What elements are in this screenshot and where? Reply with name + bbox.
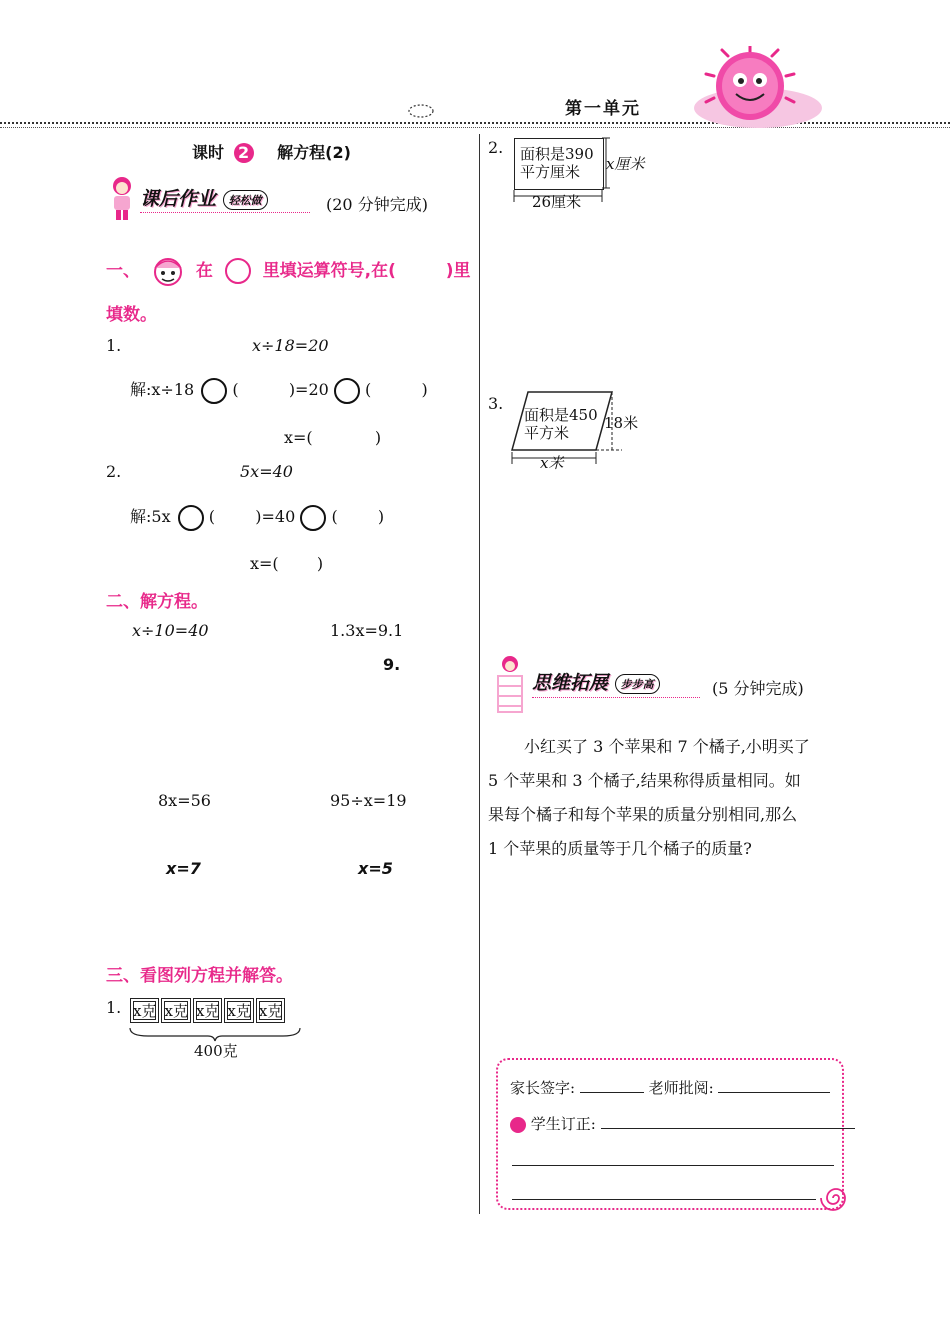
s3-q1-number: 1. [106, 998, 122, 1017]
header-swirl-icon [405, 100, 437, 122]
q2-result-label: x=( [250, 554, 279, 573]
thinking-title: 思维拓展 [532, 672, 609, 694]
s3-q3-number: 3. [488, 394, 504, 413]
s3-q2-bottom-label: 26厘米 [532, 193, 582, 211]
s3-q2-area-line2: 平方厘米 [520, 163, 581, 181]
s3-q2-number: 2. [488, 138, 504, 157]
q2-number: 2. [106, 462, 122, 481]
s2-eq4: 95÷x=19 [330, 791, 407, 810]
s3-q3-bottom-label: x米 [540, 454, 564, 472]
teacher-review-label: 老师批阅: [648, 1079, 714, 1097]
sun-mascot-icon [690, 46, 825, 136]
q2-operator-circle-1[interactable] [178, 505, 204, 531]
section1-heading [106, 254, 471, 288]
q1-mid: )=20 [288, 380, 329, 399]
operator-circle-sample [225, 258, 251, 284]
correction-line[interactable] [512, 1165, 834, 1166]
thinking-banner [532, 668, 660, 695]
boy-mascot-icon [104, 174, 142, 222]
section1-heading-b: 在 [195, 261, 213, 281]
q2-solve-label: 解:5x [130, 507, 171, 526]
s3-q3-area-label [524, 406, 598, 442]
section2-heading: 二、解方程。 [106, 592, 208, 612]
cartoon-face-icon [148, 254, 188, 288]
weight-box: x克 [193, 998, 222, 1023]
q2-paren-open2: ( [331, 507, 338, 526]
homework-banner-underline [140, 212, 310, 213]
q2-operator-circle-2[interactable] [300, 505, 326, 531]
q1-equation: x÷18=20 [252, 336, 329, 355]
s3-q1-total: 400克 [194, 1042, 238, 1060]
thinking-banner-underline [532, 697, 700, 698]
weight-box: x克 [130, 998, 159, 1023]
student-correction-field[interactable] [601, 1128, 855, 1129]
lesson-name: 解方程(2) [277, 143, 351, 162]
spiral-decoration-icon [818, 1180, 854, 1216]
q1-number: 1. [106, 336, 122, 355]
weight-box: x克 [161, 998, 190, 1023]
thinking-line: 果每个橘子和每个苹果的质量分别相同,那么 [488, 805, 798, 824]
s3-q3-height-label: 18米 [604, 414, 639, 432]
thinking-time: (5 分钟完成) [712, 679, 804, 698]
s2-eq2: 1.3x=9.1 [330, 621, 404, 640]
lesson-number-badge: 2 [234, 143, 254, 163]
q1-result [284, 428, 381, 447]
q1-solve-label: 解:x÷18 [130, 380, 195, 399]
lesson-title [192, 140, 351, 163]
student-correction-label: 学生订正: [530, 1115, 596, 1133]
q1-solve-row [130, 377, 428, 404]
thinking-line: 5 个苹果和 3 个橘子,结果称得质量相同。如 [488, 771, 801, 790]
section1-heading-line2: 填数。 [106, 305, 157, 325]
parent-signature-label: 家长签字: [510, 1079, 576, 1097]
s2-answer3: x=7 [166, 859, 201, 878]
teacher-review-field[interactable] [718, 1092, 830, 1093]
girl-ladder-mascot-icon [488, 654, 532, 716]
parent-signature-row [510, 1077, 830, 1098]
unit-title: 第一单元 [565, 99, 641, 119]
q2-solve-row [130, 504, 384, 531]
s3-q2-area-line1: 面积是390 [520, 145, 594, 163]
s2-answer2: 9. [383, 655, 401, 674]
homework-time: (20 分钟完成) [326, 195, 428, 214]
thinking-line: 1 个苹果的质量等于几个橘子的质量? [488, 839, 752, 858]
thinking-badge: 步步高 [615, 674, 660, 694]
s3-q1-boxes [130, 998, 287, 1023]
s2-eq1: x÷10=40 [132, 621, 209, 640]
q1-paren-close2: ) [421, 380, 428, 399]
q2-result [250, 554, 323, 573]
q1-paren-open: ( [232, 380, 239, 399]
student-face-icon [510, 1117, 526, 1133]
s3-q3-area-line2: 平方米 [524, 424, 570, 442]
student-correction-row [510, 1113, 855, 1134]
thinking-problem [488, 730, 860, 866]
s3-q3-area-line1: 面积是450 [524, 406, 598, 424]
homework-banner [140, 184, 268, 211]
q1-operator-circle-2[interactable] [334, 378, 360, 404]
q2-mid: )=40 [255, 507, 296, 526]
homework-banner-badge: 轻松做 [223, 190, 268, 210]
q2-result-close: ) [316, 554, 324, 573]
section1-heading-c: 里填运算符号,在( [262, 261, 396, 281]
q1-operator-circle-1[interactable] [201, 378, 227, 404]
s3-q2-side-label: x厘米 [606, 155, 645, 173]
weight-box: x克 [224, 998, 253, 1023]
column-divider [479, 134, 480, 1214]
q2-paren-open: ( [208, 507, 216, 526]
q1-result-close: ) [374, 428, 382, 447]
parent-signature-field[interactable] [580, 1092, 644, 1093]
q2-equation: 5x=40 [240, 462, 293, 481]
s2-answer4: x=5 [358, 859, 393, 878]
section3-heading: 三、看图列方程并解答。 [106, 966, 293, 986]
weight-box: x克 [256, 998, 285, 1023]
correction-line[interactable] [512, 1199, 816, 1200]
section1-heading-a: 一、 [106, 261, 140, 281]
section1-heading-d: )里 [445, 261, 471, 281]
q1-result-label: x=( [284, 428, 313, 447]
lesson-prefix: 课时 [192, 143, 225, 162]
thinking-line: 小红买了 3 个苹果和 7 个橘子,小明买了 [524, 737, 810, 756]
homework-banner-title: 课后作业 [140, 188, 217, 210]
q1-paren-open2: ( [365, 380, 372, 399]
s2-eq3: 8x=56 [158, 791, 211, 810]
q2-paren-close2: ) [377, 507, 385, 526]
